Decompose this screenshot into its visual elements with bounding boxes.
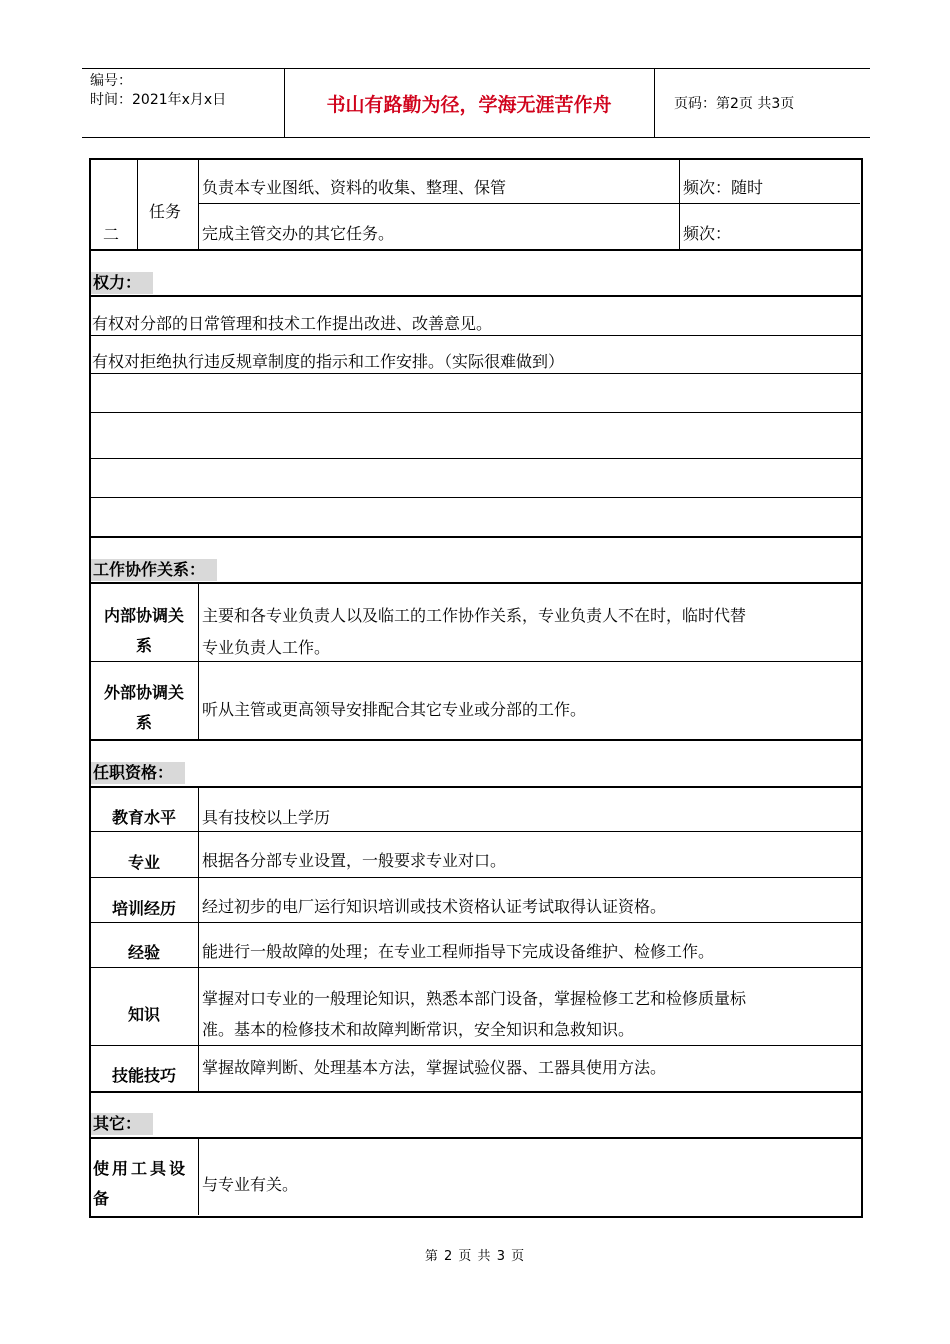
tools-label — [91, 1154, 199, 1214]
major-value: 根据各分部专业设置，一般要求专业对口。 — [202, 851, 507, 870]
label-line: 使用工具设 — [93, 1159, 189, 1178]
section-divider — [89, 582, 861, 584]
date-label: 时间：2021年x月x日 — [90, 92, 227, 108]
section-divider — [89, 536, 861, 538]
training-value: 经过初步的电厂运行知识培训或技术资格认证考试取得认证资格。 — [202, 897, 667, 916]
section-divider — [89, 1091, 861, 1093]
knowledge-label: 知识 — [127, 1005, 160, 1024]
label-line: 内部协调关 — [103, 606, 184, 625]
header-divider — [654, 69, 655, 137]
row-divider — [198, 203, 860, 204]
education-label: 教育水平 — [111, 808, 176, 827]
experience-label: 经验 — [127, 943, 160, 962]
task-item: 完成主管交办的其它任务。 — [202, 224, 395, 243]
row-number: 二 — [103, 225, 120, 244]
column-divider — [137, 158, 138, 250]
row-divider — [89, 831, 861, 832]
number-label: 编号： — [90, 73, 132, 89]
task-frequency: 频次： — [683, 224, 732, 243]
experience-value: 能进行一般故障的处理；在专业工程师指导下完成设备维护、检修工作。 — [202, 942, 715, 961]
label-line: 外部协调关 — [103, 683, 184, 702]
row-divider — [89, 497, 861, 498]
external-coordination-text: 听从主管或更高领导安排配合其它专业或分部的工作。 — [202, 700, 587, 719]
row-divider — [89, 661, 861, 662]
label-line: 系 — [135, 636, 152, 655]
internal-coordination-label — [91, 601, 197, 661]
row-divider — [89, 458, 861, 459]
label-line: 系 — [135, 713, 152, 732]
row-divider — [89, 922, 861, 923]
row-divider — [89, 335, 861, 336]
internal-coordination-text: 主要和各专业负责人以及临工的工作协作关系，专业负责人不在时，临时代替 — [202, 606, 747, 625]
row-divider — [89, 967, 861, 968]
document-header — [82, 68, 870, 138]
row-divider — [89, 877, 861, 878]
knowledge-value: 掌握对口专业的一般理论知识，熟悉本部门设备，掌握检修工艺和检修质量标 — [202, 989, 747, 1008]
header-meta — [90, 72, 226, 110]
cooperation-title: 工作协作关系： — [91, 559, 217, 581]
other-title: 其它： — [91, 1113, 153, 1135]
external-coordination-label — [91, 678, 197, 738]
authority-title: 权力： — [91, 272, 153, 294]
label-line: 备 — [93, 1189, 113, 1208]
row-divider — [89, 373, 861, 374]
task-frequency: 频次：随时 — [683, 178, 764, 197]
skills-label: 技能技巧 — [111, 1066, 176, 1085]
education-value: 具有技校以上学历 — [202, 808, 331, 827]
section-divider — [89, 1137, 861, 1139]
job-description-form — [89, 158, 861, 1216]
row-divider — [89, 412, 861, 413]
row-divider — [89, 1045, 861, 1046]
page-info: 页码：第2页 共3页 — [674, 96, 795, 112]
task-item: 负责本专业图纸、资料的收集、整理、保管 — [202, 178, 507, 197]
training-label: 培训经历 — [111, 899, 176, 918]
major-label: 专业 — [127, 853, 160, 872]
column-divider — [198, 787, 199, 1092]
motto: 书山有路勤为径，学海无涯苦作舟 — [326, 93, 612, 116]
section-divider — [89, 739, 861, 741]
task-label: 任务 — [149, 202, 182, 221]
column-divider — [198, 158, 199, 250]
section-divider — [89, 786, 861, 788]
authority-item: 有权对拒绝执行违反规章制度的指示和工作安排。（实际很难做到） — [92, 352, 565, 371]
tools-value: 与专业有关。 — [202, 1175, 299, 1194]
skills-value: 掌握故障判断、处理基本方法，掌握试验仪器、工器具使用方法。 — [202, 1058, 667, 1077]
section-divider — [89, 249, 861, 251]
column-divider — [679, 158, 680, 250]
section-divider — [89, 295, 861, 297]
knowledge-value: 准。基本的检修技术和故障判断常识，安全知识和急救知识。 — [202, 1020, 635, 1039]
page-footer: 第 2 页 共 3 页 — [424, 1249, 526, 1264]
authority-item: 有权对分部的日常管理和技术工作提出改进、改善意见。 — [92, 314, 493, 333]
qualifications-title: 任职资格： — [91, 762, 185, 784]
internal-coordination-text: 专业负责人工作。 — [202, 638, 331, 657]
